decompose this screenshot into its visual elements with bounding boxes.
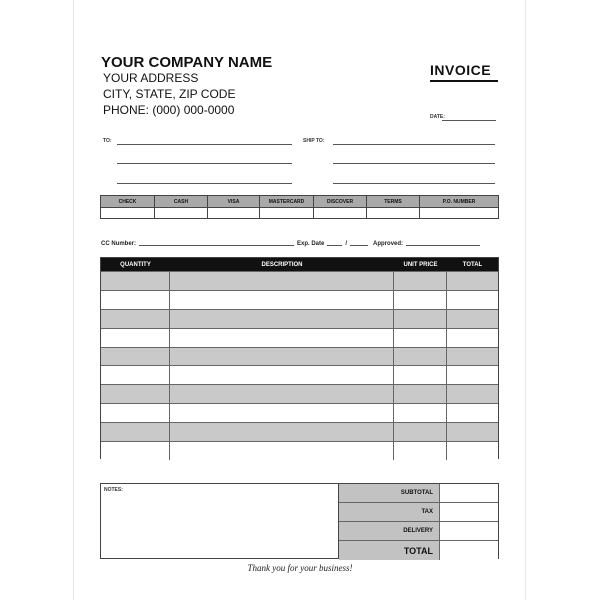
payment-header-terms: TERMS [367,196,420,207]
payment-visa-field[interactable] [208,208,260,219]
unit-price-cell[interactable] [394,366,447,384]
table-row [101,328,498,347]
table-row [101,384,498,403]
payment-terms-field[interactable] [367,208,420,219]
payment-header-po-number: P.O. NUMBER [442,198,476,205]
unit-price-cell[interactable] [394,348,447,366]
unit-price-cell[interactable] [394,423,447,441]
total-cell[interactable] [447,404,498,422]
tax-row [339,503,498,522]
header-quantity: QUANTITY [120,261,151,268]
table-row [101,309,498,328]
date-label: DATE: [430,114,445,120]
exp-slash: / [345,241,348,247]
quantity-cell[interactable] [101,329,170,347]
delivery-row [339,522,498,541]
quantity-cell[interactable] [101,404,170,422]
unit-price-cell[interactable] [394,272,447,290]
table-row [101,347,498,366]
invoice-title-underline [430,80,498,82]
invoice-title: INVOICE [430,62,492,78]
approved-label: Approved: [373,241,404,247]
quantity-cell[interactable] [101,291,170,309]
ship-to-line-2[interactable] [333,163,495,164]
table-row [101,441,498,460]
total-cell[interactable] [447,442,498,460]
quantity-cell[interactable] [101,310,170,328]
total-cell[interactable] [447,329,498,347]
company-city: CITY, STATE, ZIP CODE [103,87,236,101]
table-row [101,365,498,384]
total-cell[interactable] [447,385,498,403]
description-cell[interactable] [170,366,394,384]
total-cell[interactable] [447,348,498,366]
exp-month-field[interactable] [327,245,342,246]
to-label: TO: [103,138,112,144]
approved-field[interactable] [406,245,480,246]
quantity-cell[interactable] [101,272,170,290]
delivery-label: DELIVERY [339,522,440,540]
quantity-cell[interactable] [101,423,170,441]
notes-box[interactable] [100,483,339,559]
unit-price-cell[interactable] [394,442,447,460]
payment-header-visa: VISA [208,196,260,207]
description-cell[interactable] [170,423,394,441]
header-unit-price: UNIT PRICE [403,261,438,268]
totals-table [339,483,499,559]
date-field[interactable] [442,120,496,121]
thank-you-note: Thank you for your business! [247,563,353,573]
total-cell[interactable] [447,272,498,290]
line-items-header [101,258,498,271]
tax-field[interactable] [440,503,498,521]
description-cell[interactable] [170,348,394,366]
table-row [101,422,498,441]
cc-number-label: CC Number: [101,241,137,247]
total-label: TOTAL [339,541,440,560]
quantity-cell[interactable] [101,385,170,403]
to-line-1[interactable] [117,144,292,145]
ship-to-label: SHIP TO: [303,138,325,144]
payment-header-check: CHECK [101,196,155,207]
unit-price-cell[interactable] [394,291,447,309]
table-row [101,271,498,290]
payment-header-row [101,196,498,208]
description-cell[interactable] [170,385,394,403]
unit-price-cell[interactable] [394,404,447,422]
subtotal-row [339,484,498,503]
quantity-cell[interactable] [101,348,170,366]
description-cell[interactable] [170,291,394,309]
total-field[interactable] [440,541,498,560]
to-line-2[interactable] [117,163,292,164]
line-items-body [101,271,498,460]
description-cell[interactable] [170,272,394,290]
description-cell[interactable] [170,442,394,460]
payment-po-number-field[interactable] [420,208,498,219]
to-line-3[interactable] [117,183,292,184]
company-address: YOUR ADDRESS [103,71,199,85]
header-total: TOTAL [462,261,483,268]
cc-number-field[interactable] [139,245,294,246]
company-name: YOUR COMPANY NAME [101,54,273,71]
total-row [339,541,498,560]
total-cell[interactable] [447,423,498,441]
payment-discover-field[interactable] [314,208,367,219]
payment-header-discover: DISCOVER [314,196,367,207]
exp-year-field[interactable] [350,245,368,246]
unit-price-cell[interactable] [394,310,447,328]
total-cell[interactable] [447,291,498,309]
quantity-cell[interactable] [101,442,170,460]
subtotal-field[interactable] [440,484,498,502]
total-cell[interactable] [447,310,498,328]
description-cell[interactable] [170,310,394,328]
table-row [101,403,498,422]
payment-cash-field[interactable] [155,208,208,219]
quantity-cell[interactable] [101,366,170,384]
notes-label: NOTES: [104,487,123,493]
credit-card-row [101,241,483,247]
payment-value-row [101,208,498,219]
subtotal-label: SUBTOTAL [339,484,440,502]
unit-price-cell[interactable] [394,329,447,347]
header-description: DESCRIPTION [261,261,303,268]
unit-price-cell[interactable] [394,385,447,403]
tax-label: TAX [339,503,440,521]
payment-check-field[interactable] [101,208,155,219]
ship-to-line-3[interactable] [333,183,495,184]
description-cell[interactable] [170,404,394,422]
total-cell[interactable] [447,366,498,384]
payment-header-mastercard: MASTERCARD [260,196,314,207]
line-items-table [100,257,499,459]
description-cell[interactable] [170,329,394,347]
delivery-field[interactable] [440,522,498,540]
payment-mastercard-field[interactable] [260,208,314,219]
company-phone: PHONE: (000) 000-0000 [103,103,235,117]
exp-date-label: Exp. Date [297,241,325,247]
ship-to-line-1[interactable] [333,144,495,145]
payment-method-table [100,195,499,219]
table-row [101,290,498,309]
payment-header-cash: CASH [155,196,208,207]
